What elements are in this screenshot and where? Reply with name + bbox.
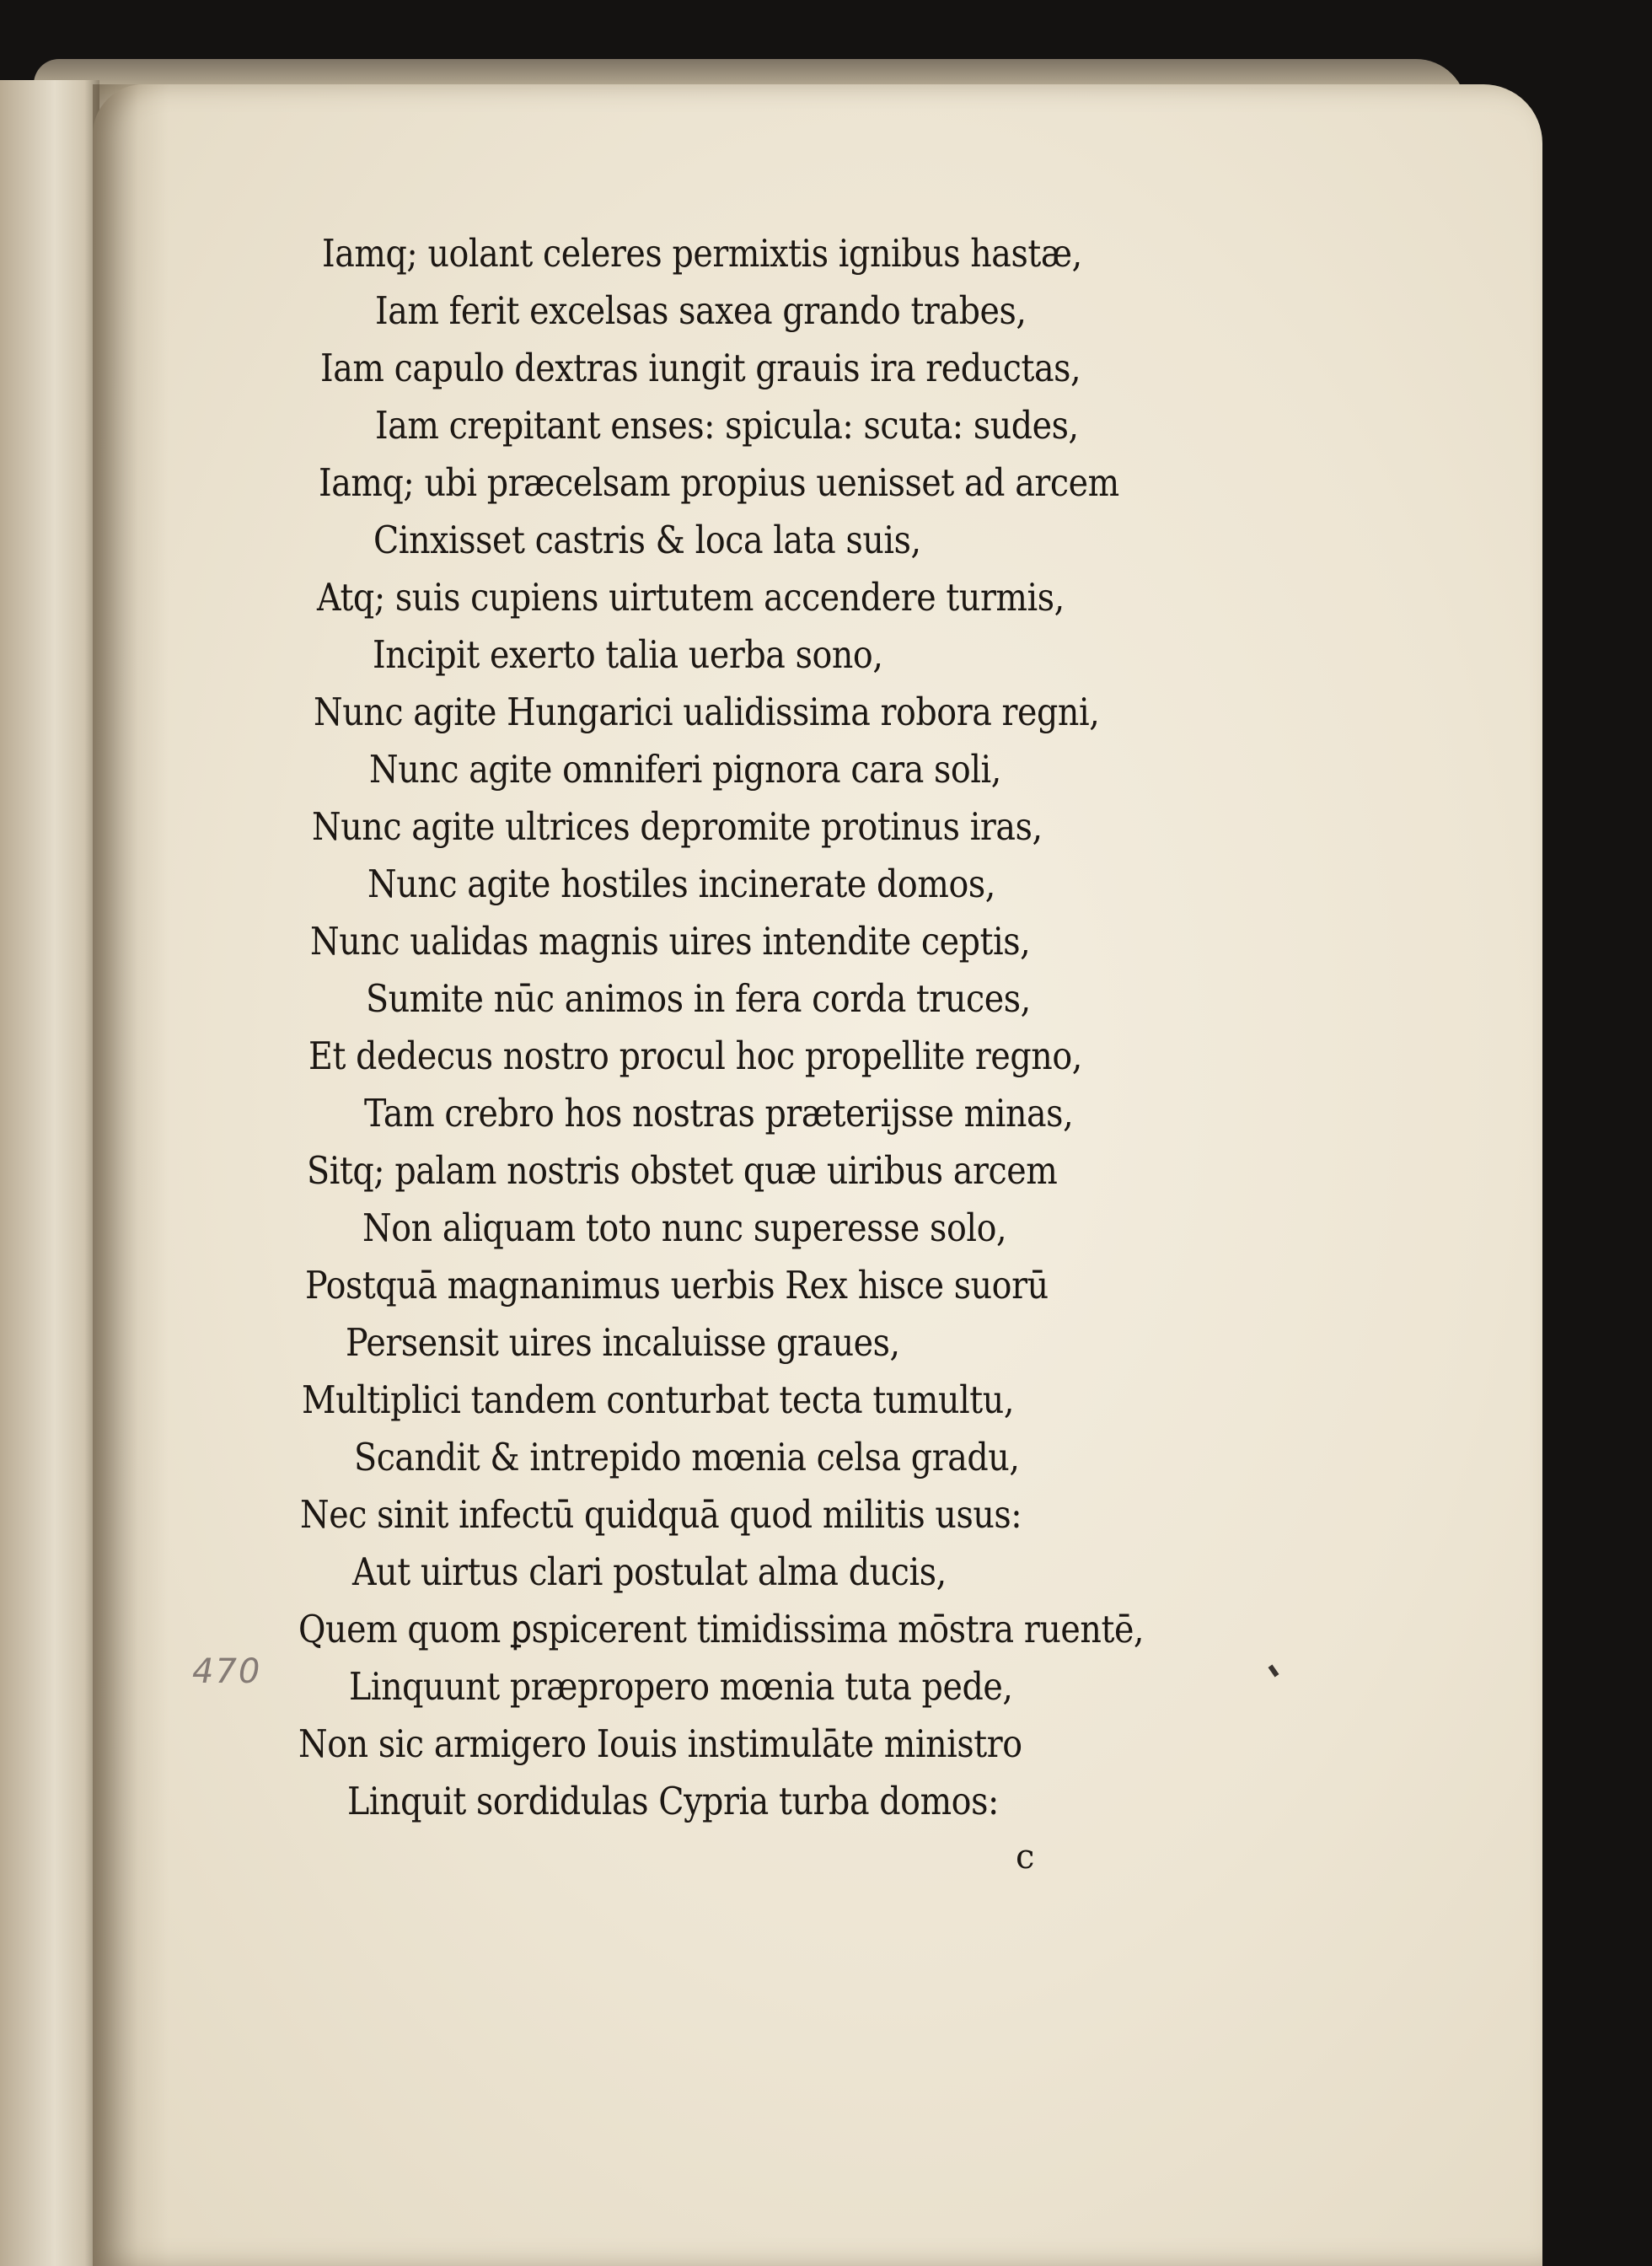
verse-line: Non sic armigero Iouis instimulāte ministro (298, 1721, 1022, 1766)
gutter-shadow (93, 84, 169, 2266)
verse-line: Nunc ualidas magnis uires intendite ceptis, (310, 919, 1031, 964)
verse-line: Iam ferit excelsas saxea grando trabes, (375, 288, 1027, 333)
verse-line: Linquunt præpropero mœnia tuta pede, (349, 1664, 1013, 1709)
signature-mark: c (1016, 1838, 1035, 1877)
verse-line: Sumite nūc animos in fera corda truces, (366, 976, 1031, 1021)
verse-line: Non aliquam toto nunc superesse solo, (362, 1205, 1007, 1250)
verse-line: Iam crepitant enses: spicula: scuta: sudes, (375, 403, 1079, 448)
verse-line: Nec sinit infectū quidquā quod militis usus: (300, 1492, 1022, 1537)
verse-line: Cinxisset castris & loca lata suis, (373, 518, 921, 562)
verse-line: Multiplici tandem conturbat tecta tumultu, (302, 1377, 1014, 1422)
verse-line: Nunc agite Hungarici ualidissima robora regni, (314, 690, 1100, 734)
marginal-note: 470 (192, 1652, 262, 1691)
verse-line: Iamq; uolant celeres permixtis ignibus hastæ, (322, 231, 1082, 276)
verse-block (295, 228, 1145, 1846)
verse-line: Postquā magnanimus uerbis Rex hisce suorū (305, 1263, 1049, 1308)
verse-line: Nunc agite hostiles incinerate domos, (367, 862, 995, 906)
verse-line: Quem quom ꝑspicerent timidissima mōstra ruentē, (298, 1607, 1145, 1651)
verse-line: Atq; suis cupiens uirtutem accendere turmis, (317, 575, 1065, 620)
verse-line: Nunc agite ultrices depromite protinus iras, (312, 804, 1043, 849)
verse-line: Sitq; palam nostris obstet quæ uiribus arcem (307, 1148, 1058, 1193)
verse-line: Linquit sordidulas Cypria turba domos: (347, 1779, 999, 1823)
verse-line: Iamq; ubi præcelsam propius uenisset ad arcem (319, 460, 1119, 505)
verse-line: Iam capulo dextras iungit grauis ira reductas, (320, 346, 1081, 390)
left-page-edge (0, 80, 99, 2266)
verse-line: Incipit exerto talia uerba sono, (373, 632, 883, 677)
verse-line: Aut uirtus clari postulat alma ducis, (352, 1549, 947, 1594)
verse-line: Nunc agite omniferi pignora cara soli, (369, 747, 1001, 792)
verse-line: Scandit & intrepido mœnia celsa gradu, (354, 1435, 1020, 1479)
verse-line: Persensit uires incaluisse graues, (346, 1320, 900, 1365)
verse-line: Tam crebro hos nostras præterijsse minas, (364, 1091, 1074, 1136)
verse-line: Et dedecus nostro procul hoc propellite regno, (308, 1034, 1082, 1078)
